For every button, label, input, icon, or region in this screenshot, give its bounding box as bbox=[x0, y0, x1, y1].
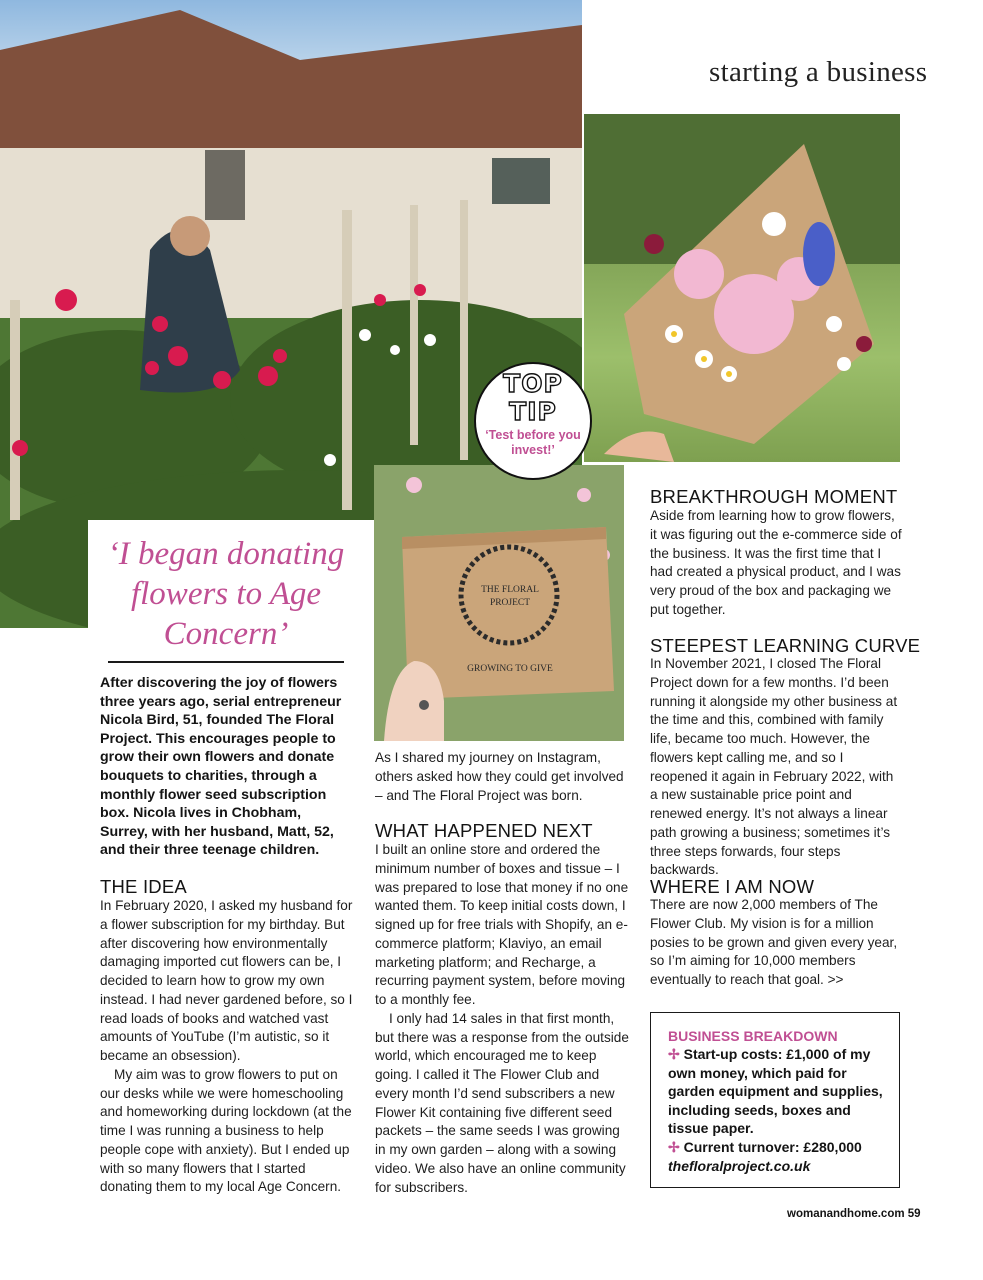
breakdown-item-startup bbox=[668, 1045, 883, 1138]
section-header: starting a business bbox=[709, 56, 928, 88]
paragraph: I built an online store and ordered the minimum number of boxes and tissue – I was prepared to lose that money if no one wanted them. To keep initial costs down, I signed up for free trials with Shopify, an e-commerce platform; Klaviyo, an email marketing platform; and Recharge, a recurring payment system, before moving to a monthly fee. bbox=[375, 842, 629, 1007]
quote-divider bbox=[108, 661, 344, 663]
bouquet-photo-illustration bbox=[584, 114, 900, 462]
website-link[interactable]: thefloralproject.co.uk bbox=[668, 1157, 811, 1174]
paragraph: My aim was to grow flowers to put on our desks while we were homeschooling and homeworking during lockdown (at the time I was running a business to help people cope with anxiety). But I ended up with so many flowers that I started donating them to my local Age Concern. bbox=[100, 1066, 352, 1195]
paragraph: I only had 14 sales in that first month, but there was a response from the outside world, which encouraged me to keep going. I called it The Flower Club and every month I’d send subscribers a new Flower Kit containing five different seed packets – the same seeds I was growing in my own garden – along with a sowing video. We also have an online community for subscribers. bbox=[375, 1010, 629, 1195]
heading-what-happened-next: WHAT HAPPENED NEXT bbox=[375, 820, 593, 841]
box-brand-line1: THE FLORAL bbox=[481, 585, 539, 595]
paragraph: Aside from learning how to grow flowers, it was figuring out the e-commerce side of the business. It was the first time that I had created a physical product, and I was very proud of the box and packaging we put together. bbox=[650, 508, 902, 617]
heading-breakthrough-moment: BREAKTHROUGH MOMENT bbox=[650, 486, 898, 507]
pull-quote: ‘I began donating flowers to Age Concern’ bbox=[107, 536, 345, 652]
bullet-icon: ✢ bbox=[668, 1138, 680, 1155]
body-breakthrough-moment bbox=[650, 507, 902, 620]
box-print bbox=[448, 584, 572, 610]
top-tip-title-line2: TIP bbox=[509, 397, 557, 426]
top-tip-text: ‘Test before you invest!’ bbox=[485, 428, 581, 457]
breakdown-item-text: Start-up costs: £1,000 of my own money, which paid for garden equipment and supplies, including seeds, boxes and tissue paper. bbox=[668, 1046, 883, 1137]
box-brand-line2: PROJECT bbox=[489, 598, 531, 608]
business-breakdown-box bbox=[650, 1012, 900, 1188]
intro-standfirst: After discovering the joy of flowers three years ago, serial entrepreneur Nicola Bird, 51, founded The Floral Project. This encourages people to grow their own flowers and donate bouquets to charities, through a monthly flower seed subscription box. Nicola lives in Chobham, Surrey, with her husband, Matt, 52, and their three teenage children. bbox=[100, 675, 342, 859]
top-tip-badge bbox=[474, 362, 592, 480]
body-the-idea bbox=[100, 897, 354, 1197]
body-continued bbox=[375, 749, 630, 805]
page-folio: womanandhome.com 59 bbox=[787, 1208, 921, 1220]
heading-the-idea: THE IDEA bbox=[100, 876, 187, 897]
breakdown-item-text: Current turnover: £280,000 bbox=[683, 1138, 862, 1155]
paragraph: There are now 2,000 members of The Flower Club. My vision is for a million posies to be grown and given every year, so I’m aiming for 10,000 members eventually to reach that goal. >> bbox=[650, 897, 898, 987]
body-steepest-learning-curve bbox=[650, 655, 902, 880]
heading-steepest-learning-curve: STEEPEST LEARNING CURVE bbox=[650, 635, 921, 656]
box-slogan: GROWING TO GIVE bbox=[467, 664, 553, 674]
top-tip-title bbox=[476, 370, 590, 426]
top-tip-title-line1: TOP bbox=[503, 369, 563, 398]
paragraph: As I shared my journey on Instagram, others asked how they could get involved – and The Floral Project was born. bbox=[375, 750, 624, 803]
breakdown-item-turnover bbox=[668, 1138, 883, 1157]
body-what-happened-next bbox=[375, 841, 630, 1197]
bouquet-photo bbox=[584, 114, 900, 462]
breakdown-title: BUSINESS BREAKDOWN bbox=[668, 1028, 838, 1044]
paragraph: In February 2020, I asked my husband for a flower subscription for my birthday. But after discovering how environmentally damaging imported cut flowers can be, I decided to learn how to grow my own instead. I had never gardened before, so I read loads of books and watched vast amounts of YouTube (I’m autistic, so it became an obsession). bbox=[100, 898, 353, 1063]
heading-where-i-am-now: WHERE I AM NOW bbox=[650, 876, 815, 897]
body-where-i-am-now bbox=[650, 896, 902, 990]
bullet-icon: ✢ bbox=[668, 1046, 680, 1062]
paragraph: In November 2021, I closed The Floral Project down for a few months. I’d been running it alongside my other business at the time and this, combined with family life, became too much. However, the flowers kept calling me, and so I reopened it again in February 2022, with a new sustainable price point and renewed energy. It’s not always a linear path growing a business; sometimes it’s three steps forwards, four steps backwards. bbox=[650, 656, 898, 878]
